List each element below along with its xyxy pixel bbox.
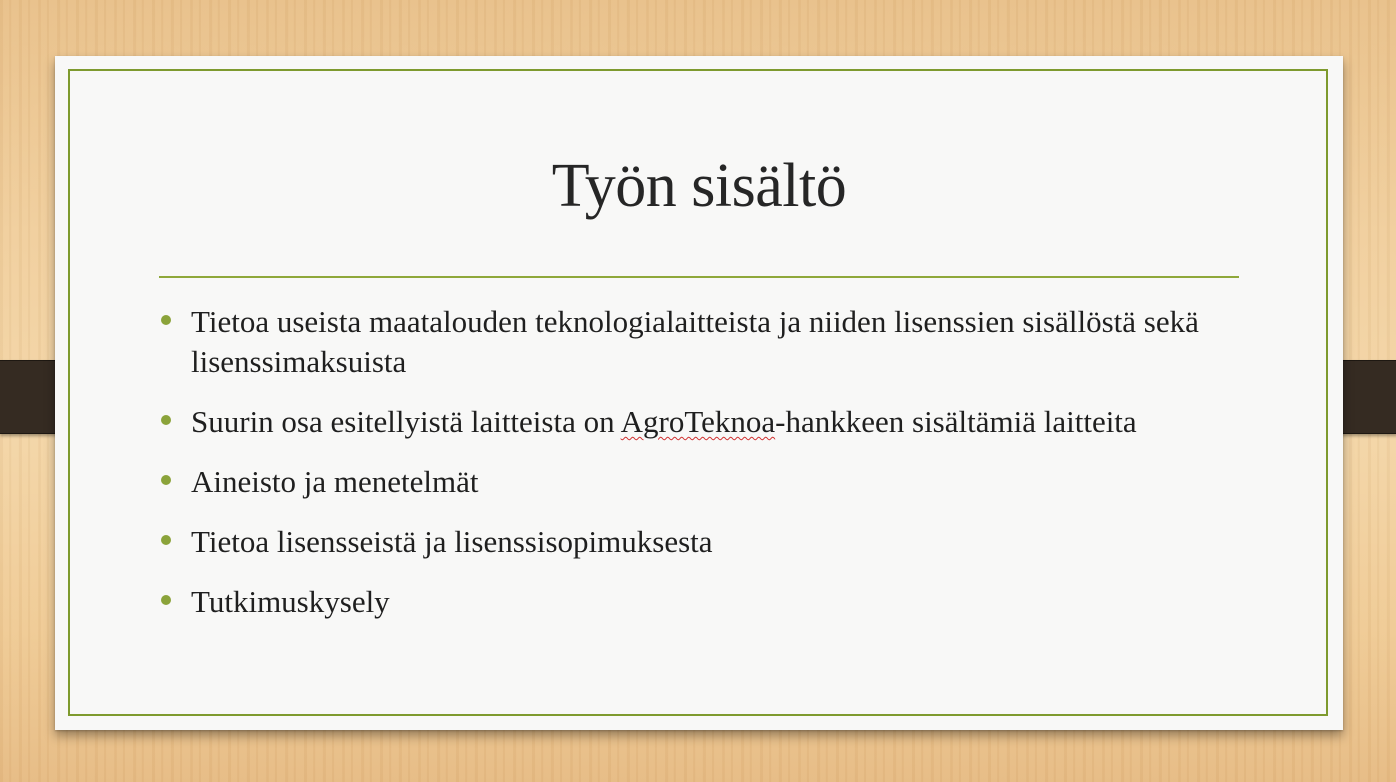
- bullet-item[interactable]: [159, 522, 1239, 562]
- bullet-text-end: -hankkeen sisältämiä laitteita: [775, 404, 1137, 439]
- bullet-list[interactable]: [159, 302, 1239, 642]
- bullet-item[interactable]: [159, 402, 1239, 442]
- spellcheck-flagged-word[interactable]: AgroTeknoa: [620, 404, 776, 439]
- bullet-dot-icon: [161, 535, 171, 545]
- slide-title[interactable]: Työn sisältö: [551, 152, 847, 220]
- bullet-text: Tietoa useista maatalouden teknologialaitteista ja niiden lisenssien sisällöstä sekä lisenssimaksuista: [191, 304, 1199, 379]
- bullet-dot-icon: [161, 595, 171, 605]
- bullet-text: Tietoa lisensseistä ja lisenssisopimuksesta: [191, 524, 713, 559]
- bullet-item[interactable]: [159, 302, 1239, 382]
- bullet-dot-icon: [161, 475, 171, 485]
- bullet-text: Tutkimuskysely: [191, 584, 390, 619]
- bullet-dot-icon: [161, 315, 171, 325]
- slide: [55, 56, 1343, 730]
- bullet-text: [191, 404, 1137, 439]
- bullet-text: Aineisto ja menetelmät: [191, 464, 479, 499]
- bullet-item[interactable]: [159, 462, 1239, 502]
- bullet-text-start: Suurin osa esitellyistä laitteista on: [191, 404, 621, 439]
- bullet-item[interactable]: [159, 582, 1239, 622]
- bullet-dot-icon: [161, 415, 171, 425]
- title-divider: [159, 276, 1239, 278]
